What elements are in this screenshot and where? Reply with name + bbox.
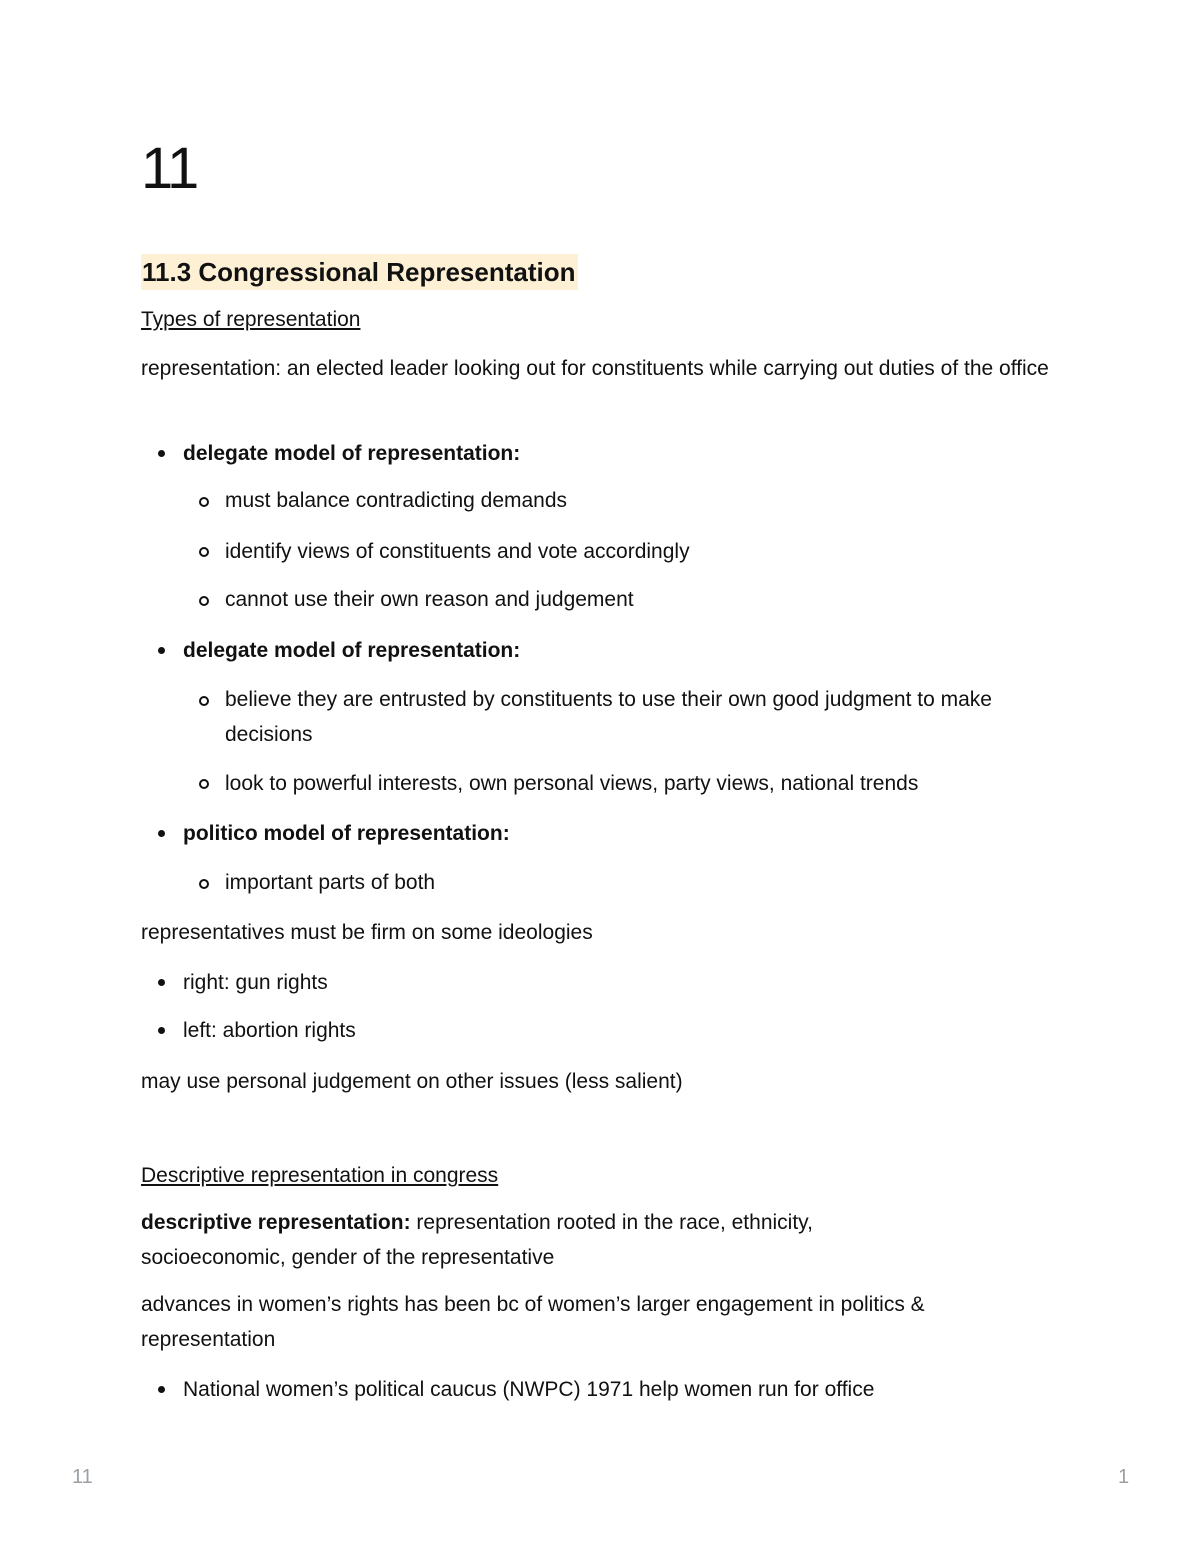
sub-list-item: look to powerful interests, own personal views, party views, national trends (225, 772, 919, 795)
list-item-delegate-1: delegate model of representation: (183, 442, 521, 465)
paragraph-ideologies: representatives must be firm on some ideologies (141, 921, 593, 944)
bullet-dot (158, 1386, 165, 1393)
section-heading: 11.3 Congressional Representation (141, 254, 578, 290)
bullet-ring (199, 879, 209, 889)
bullet-ring (199, 779, 209, 789)
sub-list-item: must balance contradicting demands (225, 489, 568, 512)
list-item: National women’s political caucus (NWPC) 1971 help women run for office (183, 1378, 875, 1401)
bullet-ring (199, 547, 209, 557)
paragraph-representation: representation: an elected leader looking out for constituents while carrying out duties of the office (141, 357, 1049, 380)
bullet-dot (158, 647, 165, 654)
bullet-dot (158, 1027, 165, 1034)
sub-list-item: important parts of both (225, 871, 436, 894)
footer-left-label: 11 (72, 1466, 93, 1488)
paragraph-womens-rights: advances in women’s rights has been bc of women’s larger engagement in politics & representation (141, 1293, 925, 1351)
list-item: left: abortion rights (183, 1019, 356, 1042)
definition-text: representation rooted in the race, ethnicity, socioeconomic, gender of the representative (141, 1211, 813, 1269)
term-descriptive-representation: descriptive representation: (141, 1211, 411, 1234)
page-number: 1 (1118, 1466, 1130, 1488)
list-item-politico: politico model of representation: (183, 822, 510, 845)
subheading-types: Types of representation (141, 308, 361, 331)
subheading-descriptive: Descriptive representation in congress (141, 1164, 499, 1187)
sub-list-item: cannot use their own reason and judgement (225, 588, 634, 611)
bullet-dot (158, 830, 165, 837)
bullet-ring (199, 696, 209, 706)
paragraph-descriptive (141, 1205, 921, 1275)
bullet-dot (158, 979, 165, 986)
page-title: 11 (141, 136, 198, 201)
bullet-dot (158, 450, 165, 457)
sub-list-item: identify views of constituents and vote accordingly (225, 540, 690, 563)
bullet-ring (199, 596, 209, 606)
list-item: right: gun rights (183, 971, 328, 994)
list-item-delegate-2: delegate model of representation: (183, 639, 521, 662)
bullet-ring (199, 497, 209, 507)
paragraph-personal-judgement: may use personal judgement on other issues (less salient) (141, 1070, 683, 1093)
sub-list-item: believe they are entrusted by constituents to use their own good judgment to make decisions (225, 688, 992, 746)
